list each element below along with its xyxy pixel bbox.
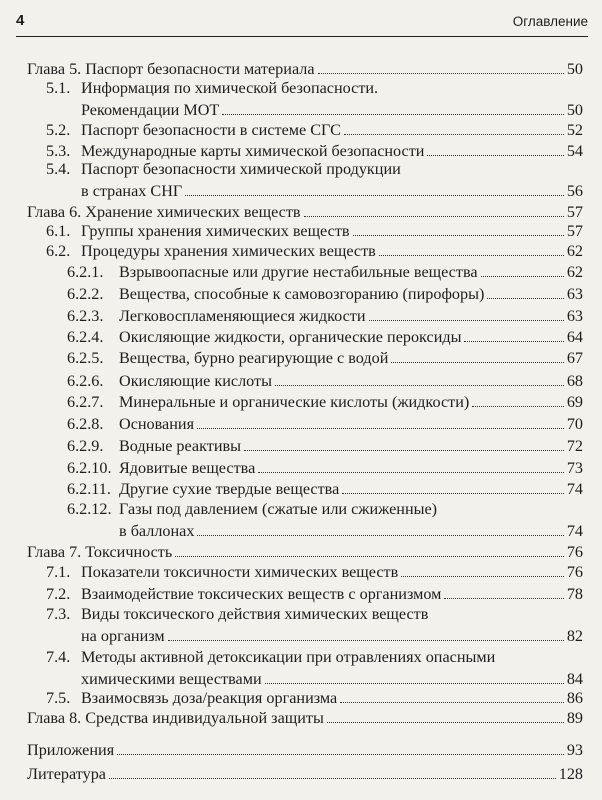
toc-entry-title: Взаимодействие токсических веществ с организмом <box>81 585 442 603</box>
dot-leader <box>344 133 564 135</box>
toc-entry-number: 6.2.3. <box>67 307 104 325</box>
dot-leader <box>109 777 556 779</box>
dot-leader <box>197 427 564 429</box>
toc-entry-title: Процедуры хранения химических веществ <box>81 242 376 260</box>
toc-entry-title: Основания <box>119 415 195 433</box>
toc-page-number: 64 <box>566 328 583 346</box>
toc-page-number: 72 <box>566 437 583 455</box>
toc-page-number: 70 <box>566 415 583 433</box>
toc-entry-number: 5.3. <box>46 142 71 160</box>
dot-leader <box>175 555 564 557</box>
toc-entry-title: Газы под давлением (сжатые или сжиженные) <box>119 500 438 518</box>
toc-entry-number: 6.2.11. <box>67 480 111 498</box>
dot-leader <box>185 194 564 196</box>
dot-leader <box>244 449 564 451</box>
dot-leader <box>481 275 564 277</box>
dot-leader <box>427 154 563 156</box>
toc-entry-title: Виды токсического действия химических веществ <box>81 605 429 623</box>
toc-entry-number: 7.3. <box>46 605 71 623</box>
toc-entry-title: Международные карты химической безопасности <box>81 142 425 160</box>
dot-leader <box>342 492 564 494</box>
toc-entry-title: Ядовитые вещества <box>119 459 256 477</box>
toc-entry-number: 5.1. <box>46 79 71 97</box>
toc-page-number: 56 <box>566 181 583 200</box>
toc-entry-number: 6.2.2. <box>67 285 104 303</box>
toc-entry-title: Взаимосвязь доза/реакция организма <box>81 689 338 707</box>
toc-entry-title: Глава 5. Паспорт безопасности материала <box>27 60 315 78</box>
toc-entry-title: химическими веществами <box>81 669 262 688</box>
toc-page-number: 128 <box>558 765 583 783</box>
toc-entry-title: Рекомендации МОТ <box>81 100 220 119</box>
toc-entry-title: в странах СНГ <box>81 181 183 200</box>
dot-leader <box>197 534 563 536</box>
toc-entry-title: Взрывоопасные или другие нестабильные вещества <box>119 263 478 281</box>
toc-page-number: 67 <box>566 349 583 367</box>
toc-entry-number: 6.2.5. <box>67 349 104 367</box>
toc-page-number: 73 <box>566 459 583 477</box>
toc-entry-title: Группы хранения химических веществ <box>81 222 350 240</box>
toc-page-number: 63 <box>566 307 583 325</box>
toc-entry-number: 7.2. <box>46 585 71 603</box>
toc-page-number: 76 <box>566 543 583 561</box>
dot-leader <box>275 384 564 386</box>
toc-entry-title: Литература <box>27 765 106 783</box>
dot-leader <box>222 113 563 115</box>
toc-entry-number: 6.2.9. <box>67 437 104 455</box>
toc-entry-number: 7.4. <box>46 648 71 666</box>
toc-entry-number: 6.2. <box>46 242 71 260</box>
toc-entry-number: 6.2.12. <box>67 500 112 518</box>
toc-page-number: 57 <box>566 222 583 240</box>
dot-leader <box>353 234 564 236</box>
toc-page-number: 57 <box>566 203 583 221</box>
page-number: 4 <box>16 12 25 29</box>
toc-entry-number: 6.2.7. <box>67 393 104 411</box>
toc-entry-number: 6.2.8. <box>67 415 104 433</box>
dot-leader <box>265 682 564 684</box>
toc-entry-title: Показатели токсичности химических веществ <box>81 563 399 581</box>
toc-entry-number: 6.2.6. <box>67 372 104 390</box>
page-header <box>16 10 588 37</box>
toc-entry-number: 7.5. <box>46 689 71 707</box>
toc-entry-title: Приложения <box>27 741 115 759</box>
toc-page-number: 76 <box>566 563 583 581</box>
running-title: Оглавление <box>512 14 588 29</box>
dot-leader <box>379 254 564 256</box>
toc-entry-title: Легковоспламеняющиеся жидкости <box>119 307 366 325</box>
dot-leader <box>318 72 564 74</box>
dot-leader <box>487 297 563 299</box>
dot-leader <box>258 471 564 473</box>
toc-page-number: 50 <box>566 60 583 78</box>
toc-page-number: 68 <box>566 372 583 390</box>
toc-entry-number: 6.2.4. <box>67 328 104 346</box>
toc-page-number: 74 <box>566 521 583 540</box>
toc-entry-title: Минеральные и органические кислоты (жидкости) <box>119 393 470 411</box>
toc-entry-number: 7.1. <box>46 563 71 581</box>
toc-page-number: 86 <box>566 689 583 707</box>
toc-entry-title: Другие сухие твердые вещества <box>119 480 340 498</box>
toc-page-number: 74 <box>566 480 583 498</box>
toc-page-number: 62 <box>566 263 583 281</box>
toc-entry-title: Информация по химической безопасности. <box>81 79 379 97</box>
toc-entry-title: Водные реактивы <box>119 437 241 455</box>
toc-entry-number: 6.2.10. <box>67 459 112 477</box>
dot-leader <box>340 701 564 703</box>
toc-page-number: 89 <box>566 709 583 727</box>
toc-page-number: 84 <box>566 669 583 688</box>
dot-leader <box>327 721 564 723</box>
toc-entry-title: Окисляющие кислоты <box>119 372 272 390</box>
dot-leader <box>401 575 564 577</box>
toc-entry-title: Паспорт безопасности химической продукции <box>81 160 401 178</box>
toc-entry-title: Вещества, способные к самовозгоранию (пирофоры) <box>119 285 485 303</box>
dot-leader <box>444 597 563 599</box>
toc-page-number: 62 <box>566 242 583 260</box>
dot-leader <box>117 753 564 755</box>
toc-entry-title: на организм <box>81 626 165 645</box>
toc-entry-title: Глава 7. Токсичность <box>27 543 173 561</box>
dot-leader <box>168 639 564 641</box>
toc-entry-number: 6.1. <box>46 222 71 240</box>
toc-entry-title: Паспорт безопасности в системе СГС <box>81 121 341 139</box>
toc-page-number: 50 <box>566 100 583 119</box>
dot-leader <box>472 405 564 407</box>
toc-entry-title: Глава 8. Средства индивидуальной защиты <box>27 709 324 727</box>
toc-entry-number: 5.2. <box>46 121 71 139</box>
toc-page-number: 69 <box>566 393 583 411</box>
toc-entry-title: Глава 6. Хранение химических веществ <box>27 203 301 221</box>
toc-entry-number: 5.4. <box>46 160 71 178</box>
toc-entry-title: Вещества, бурно реагирующие с водой <box>119 349 389 367</box>
toc-entry-title: в баллонах <box>119 521 195 540</box>
dot-leader <box>391 361 563 363</box>
toc-page-number: 82 <box>566 626 583 645</box>
dot-leader <box>304 215 564 217</box>
toc-page-number: 93 <box>566 741 583 759</box>
toc-page-number: 63 <box>566 285 583 303</box>
toc-page-number: 52 <box>566 121 583 139</box>
toc-page-number: 54 <box>566 142 583 160</box>
toc-page-number: 78 <box>566 585 583 603</box>
toc-entry-title: Окисляющие жидкости, органические пероксиды <box>119 328 462 346</box>
toc-entry-number: 6.2.1. <box>67 263 104 281</box>
dot-leader <box>464 340 563 342</box>
dot-leader <box>369 319 564 321</box>
toc-entry-title: Методы активной детоксикации при отравлениях опасными <box>81 648 496 666</box>
